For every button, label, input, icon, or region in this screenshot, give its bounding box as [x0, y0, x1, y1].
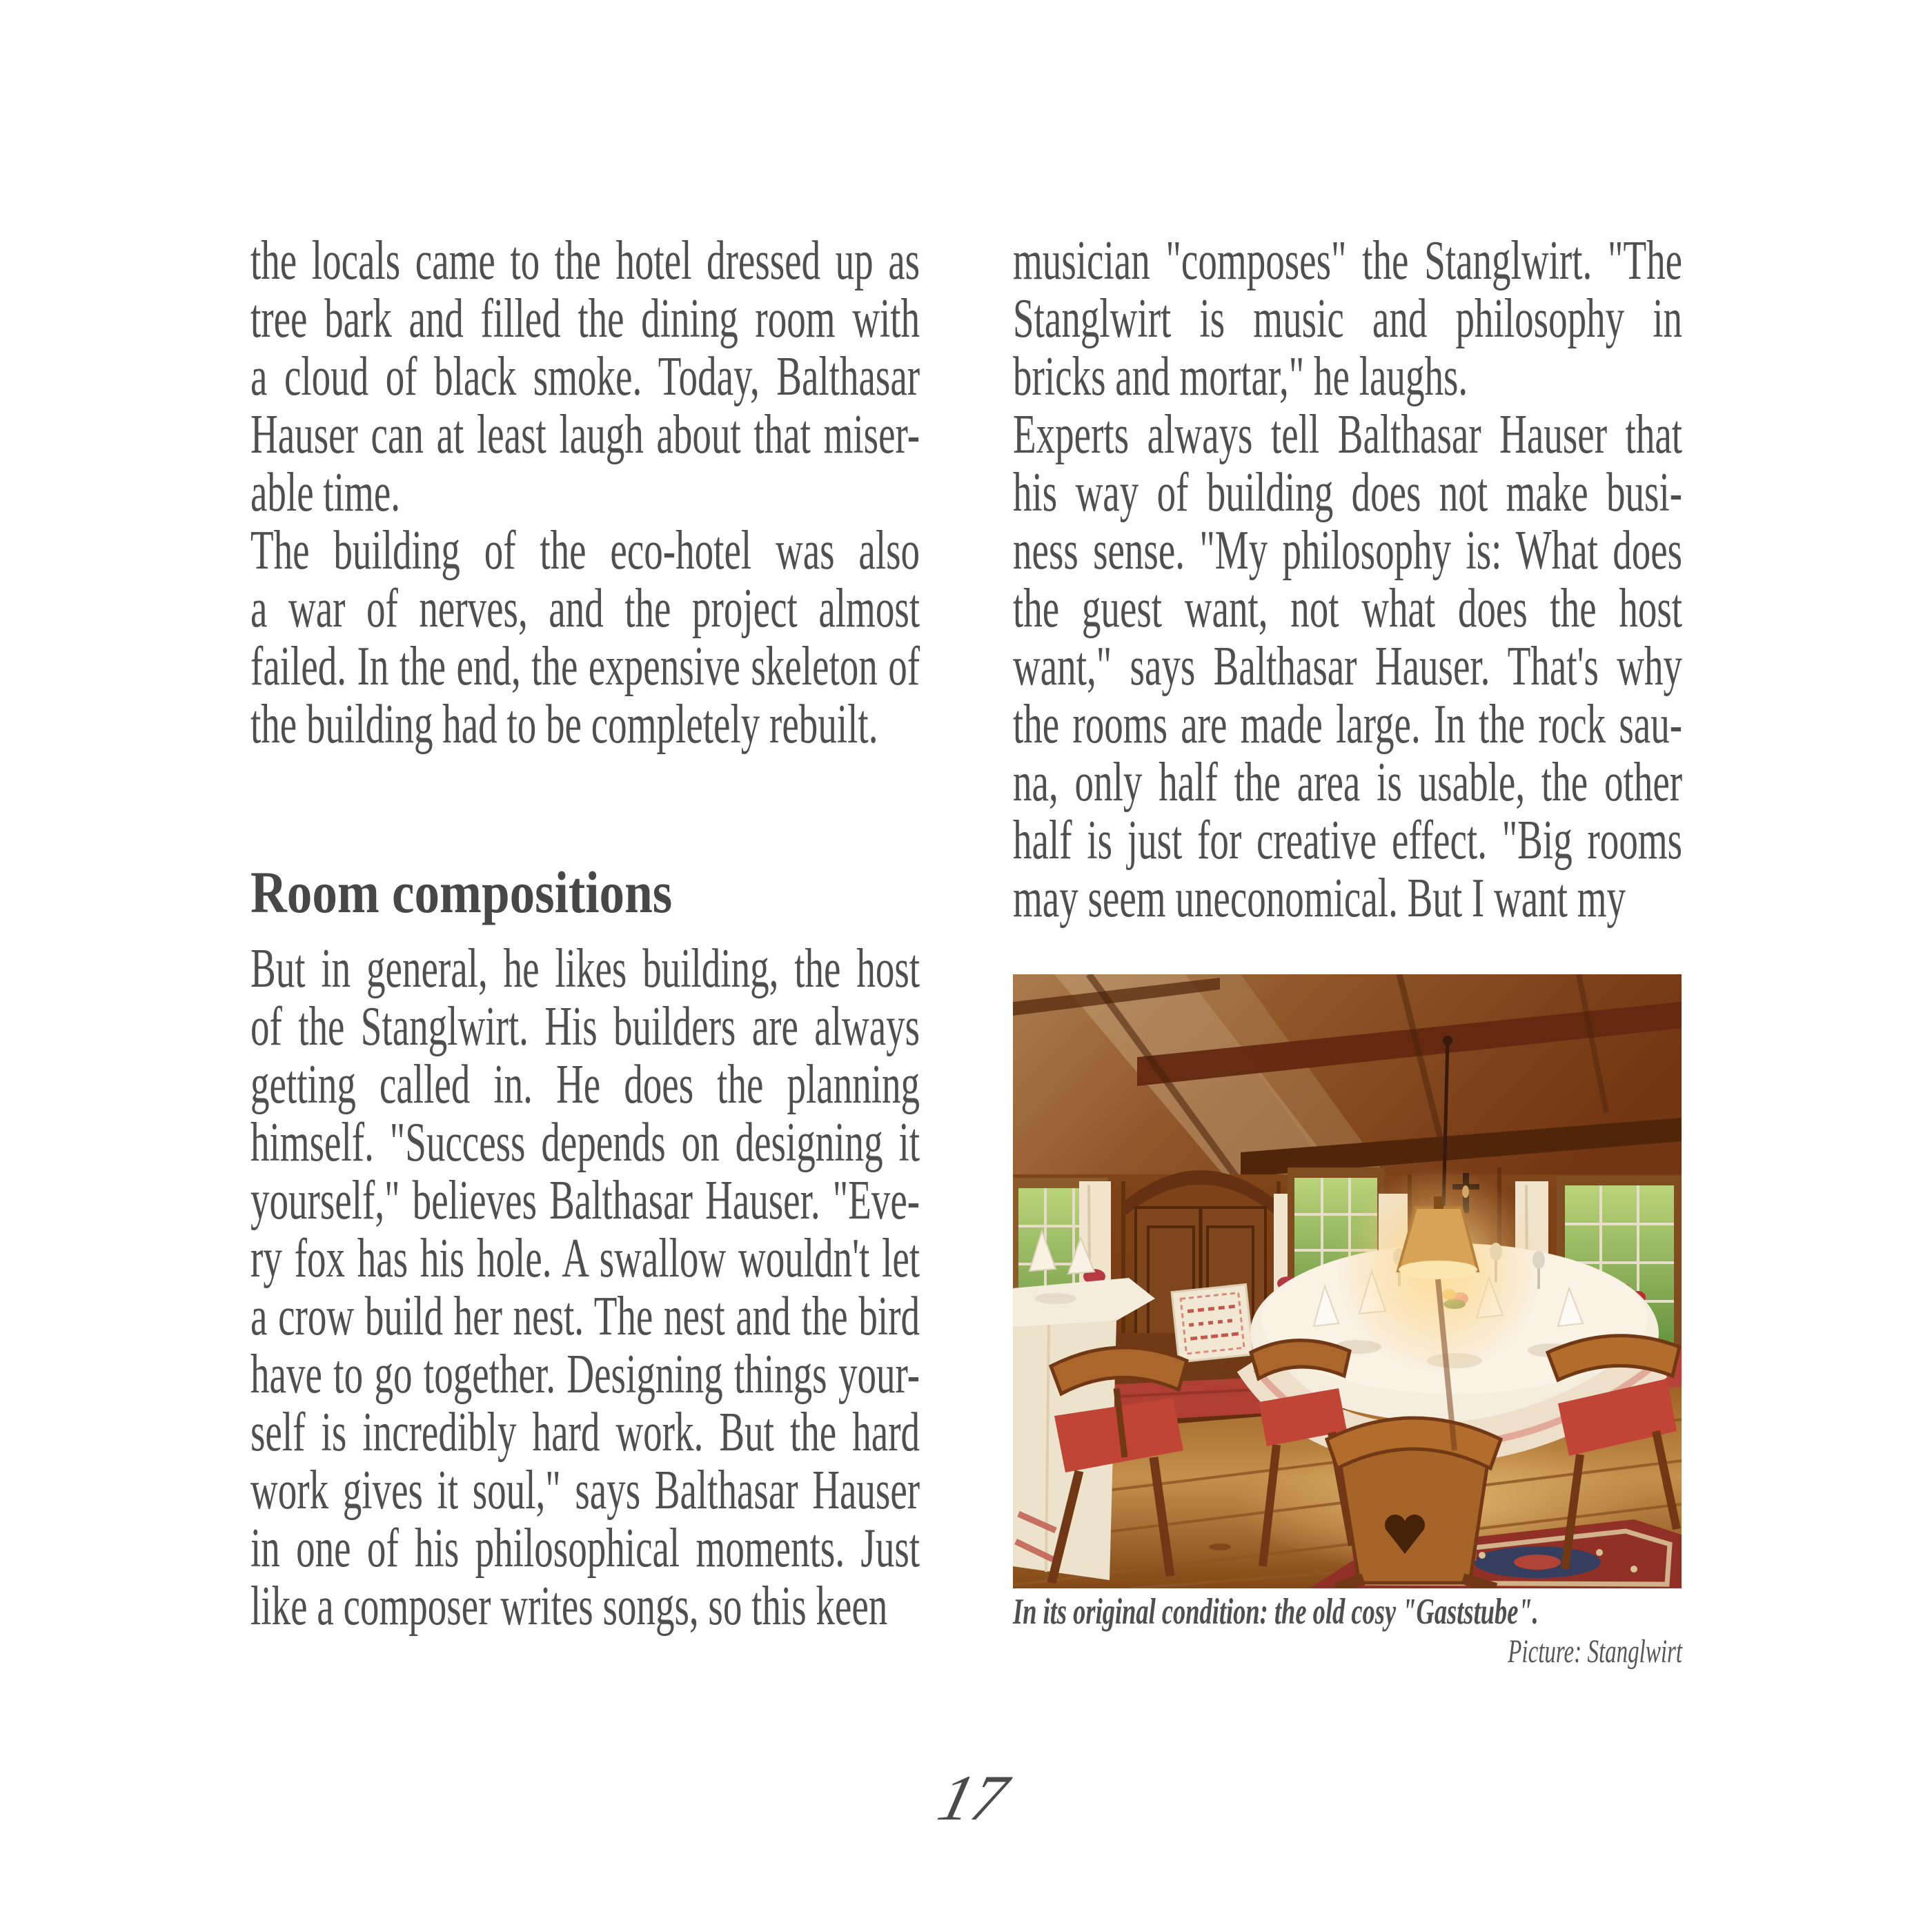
text-line: of the Stanglwirt. His builders are always [250, 996, 920, 1057]
text-line: a war of nerves, and the project almost [250, 578, 920, 639]
section-heading-block [250, 854, 920, 930]
photo-credit: Picture: Stanglwirt [1508, 1633, 1683, 1670]
text-line: ry fox has his hole. A swallow wouldn't let [250, 1228, 920, 1289]
text-line: the guest want, not what does the host [1013, 578, 1683, 639]
section-heading: Room compositions [250, 859, 673, 925]
text-line: the locals came to the hotel dressed up as [250, 230, 920, 291]
text-line: a cloud of black smoke. Today, Balthasar [250, 346, 920, 407]
text-line: tree bark and filled the dining room with [250, 288, 920, 349]
page-number: 17 [931, 1762, 1014, 1834]
text-line: Stanglwirt is music and philosophy in [1013, 288, 1683, 349]
photo-caption: In its original condition: the old cosy "Gaststube". [1013, 1592, 1539, 1632]
left-column-text-top [250, 232, 920, 753]
paragraph [250, 232, 920, 522]
text-line: ness sense. "My philosophy is: What does [1013, 520, 1683, 581]
text-line: himself. "Success depends on designing it [250, 1112, 920, 1173]
text-line: the building had to be completely rebuilt. [250, 694, 878, 755]
text-line: The building of the eco-hotel was also [250, 520, 920, 581]
text-line: musician "composes" the Stanglwirt. "The [1013, 230, 1683, 291]
text-line: in one of his philosophical moments. Just [250, 1518, 920, 1579]
left-column-text-bottom [250, 940, 920, 1635]
text-line: have to go together. Designing things your- [250, 1344, 920, 1405]
text-line: like a composer writes songs, so this keen [250, 1576, 888, 1637]
text-line: getting called in. He does the planning [250, 1054, 920, 1115]
text-line: failed. In the end, the expensive skeleton of [250, 636, 920, 697]
paragraph [250, 940, 920, 1635]
photo-credit-block [1013, 1633, 1682, 1671]
text-line: Hauser can at least laugh about that miser- [250, 404, 920, 465]
text-line: self is incredibly hard work. But the hard [250, 1402, 920, 1463]
text-line: may seem uneconomical. But I want my [1013, 868, 1626, 929]
gaststube-photo [1013, 974, 1682, 1588]
text-line: his way of building does not make busi- [1013, 462, 1683, 523]
right-column-text [1013, 232, 1682, 927]
text-line: yourself," believes Balthasar Hauser. "Eve- [250, 1170, 920, 1231]
text-line: But in general, he likes building, the host [250, 938, 920, 999]
photo-caption-block [1013, 1591, 1682, 1633]
text-line: want," says Balthasar Hauser. That's why [1013, 636, 1683, 697]
text-line: a crow build her nest. The nest and the bird [250, 1286, 920, 1347]
paragraph [1013, 406, 1682, 927]
text-line: na, only half the area is usable, the other [1013, 752, 1683, 813]
text-line: work gives it soul," says Balthasar Hauser [250, 1460, 920, 1521]
text-line: half is just for creative effect. "Big rooms [1013, 810, 1683, 871]
text-line: Experts always tell Balthasar Hauser that [1013, 404, 1683, 465]
text-line: able time. [250, 462, 401, 523]
text-line: the rooms are made large. In the rock sau- [1013, 694, 1683, 755]
paragraph [250, 522, 920, 753]
text-line: bricks and mortar," he laughs. [1013, 346, 1468, 407]
paragraph [1013, 232, 1682, 406]
